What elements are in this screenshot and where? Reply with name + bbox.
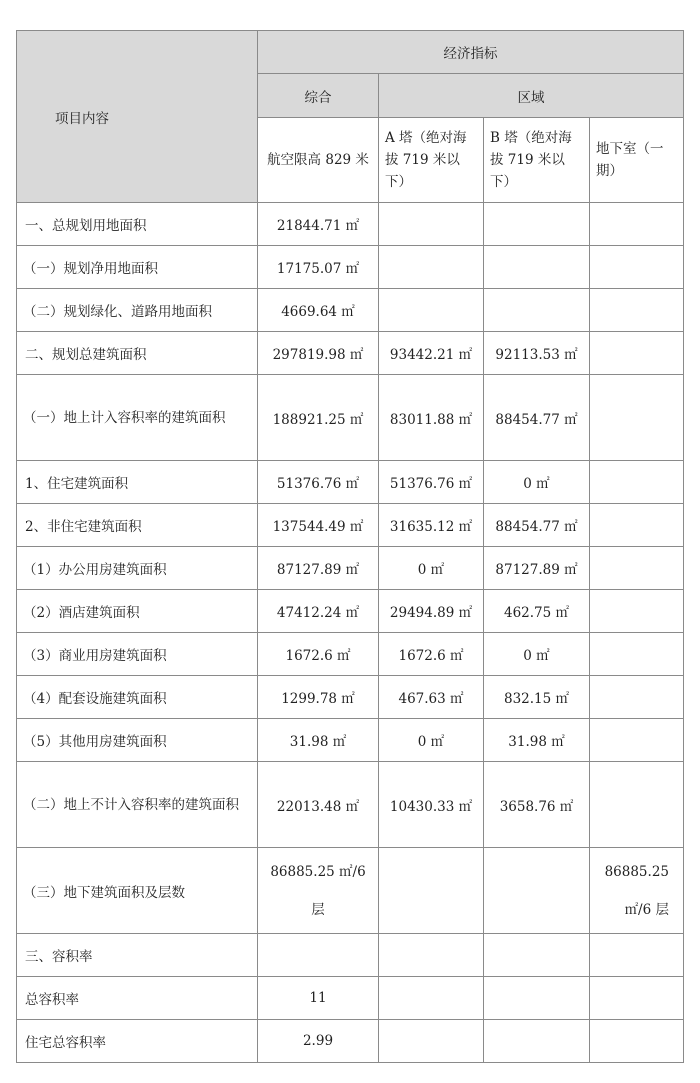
combined-value: 17175.07 ㎡ — [258, 246, 379, 289]
basement-value — [590, 762, 684, 848]
tower-b-value: 92113.53 ㎡ — [484, 332, 590, 375]
tower-a-value: 467.63 ㎡ — [379, 676, 484, 719]
tower-a-value — [379, 203, 484, 246]
tower-b-value — [484, 1020, 590, 1063]
tower-b-value — [484, 848, 590, 934]
table-row — [17, 332, 684, 375]
row-label: （一）规划净用地面积 — [17, 246, 258, 289]
tower-b-value — [484, 977, 590, 1020]
basement-value — [590, 977, 684, 1020]
table-row — [17, 633, 684, 676]
basement-value — [590, 375, 684, 461]
row-label: 1、住宅建筑面积 — [17, 461, 258, 504]
combined-value: 11 — [258, 977, 379, 1020]
tower-a-value: 0 ㎡ — [379, 719, 484, 762]
row-label: 三、容积率 — [17, 934, 258, 977]
tower-b-value: 462.75 ㎡ — [484, 590, 590, 633]
basement-value — [590, 719, 684, 762]
table-row — [17, 547, 684, 590]
row-label: 总容积率 — [17, 977, 258, 1020]
tower-a-value — [379, 289, 484, 332]
tower-a-value: 31635.12 ㎡ — [379, 504, 484, 547]
tower-b-value — [484, 289, 590, 332]
tower-a-value — [379, 977, 484, 1020]
tower-a-value — [379, 246, 484, 289]
table-row — [17, 375, 684, 461]
row-label: （三）地下建筑面积及层数 — [17, 848, 258, 934]
combined-value: 51376.76 ㎡ — [258, 461, 379, 504]
econ-indicator-header: 经济指标 — [258, 31, 684, 74]
basement-value — [590, 332, 684, 375]
row-label: 一、总规划用地面积 — [17, 203, 258, 246]
tower-b-value: 832.15 ㎡ — [484, 676, 590, 719]
table-row — [17, 1020, 684, 1063]
tower-b-header: B 塔（绝对海拔 719 米以下） — [484, 118, 590, 203]
tower-b-value: 88454.77 ㎡ — [484, 375, 590, 461]
item-content-header: 项目内容 — [17, 31, 258, 203]
table-row — [17, 246, 684, 289]
economic-indicators-table — [16, 30, 684, 1063]
combined-value: 297819.98 ㎡ — [258, 332, 379, 375]
table-row — [17, 848, 684, 934]
row-label: （二）规划绿化、道路用地面积 — [17, 289, 258, 332]
table-row — [17, 504, 684, 547]
basement-value — [590, 676, 684, 719]
row-label: 2、非住宅建筑面积 — [17, 504, 258, 547]
tower-b-value: 0 ㎡ — [484, 461, 590, 504]
basement-value — [590, 934, 684, 977]
tower-a-value — [379, 934, 484, 977]
basement-value — [590, 246, 684, 289]
combined-value — [258, 934, 379, 977]
table-row — [17, 977, 684, 1020]
table-row — [17, 461, 684, 504]
combined-value: 137544.49 ㎡ — [258, 504, 379, 547]
basement-value — [590, 289, 684, 332]
tower-a-value: 29494.89 ㎡ — [379, 590, 484, 633]
combined-value: 31.98 ㎡ — [258, 719, 379, 762]
combined-value: 86885.25 ㎡/6 层 — [258, 848, 379, 934]
table-row — [17, 719, 684, 762]
row-label: （2）酒店建筑面积 — [17, 590, 258, 633]
table-row — [17, 934, 684, 977]
basement-value — [590, 633, 684, 676]
tower-a-value: 51376.76 ㎡ — [379, 461, 484, 504]
row-label: 二、规划总建筑面积 — [17, 332, 258, 375]
tower-b-value — [484, 246, 590, 289]
row-label: （1）办公用房建筑面积 — [17, 547, 258, 590]
basement-value — [590, 590, 684, 633]
row-label: （3）商业用房建筑面积 — [17, 633, 258, 676]
combined-value: 47412.24 ㎡ — [258, 590, 379, 633]
tower-a-value — [379, 848, 484, 934]
tower-a-value: 1672.6 ㎡ — [379, 633, 484, 676]
tower-a-header: A 塔（绝对海拔 719 米以下） — [379, 118, 484, 203]
tower-b-value: 88454.77 ㎡ — [484, 504, 590, 547]
combined-value: 1299.78 ㎡ — [258, 676, 379, 719]
tower-a-value: 93442.21 ㎡ — [379, 332, 484, 375]
basement-value — [590, 461, 684, 504]
tower-a-value: 10430.33 ㎡ — [379, 762, 484, 848]
tower-b-value — [484, 203, 590, 246]
basement-header: 地下室（一期） — [590, 118, 684, 203]
row-label: 住宅总容积率 — [17, 1020, 258, 1063]
combined-value: 1672.6 ㎡ — [258, 633, 379, 676]
tower-a-value: 83011.88 ㎡ — [379, 375, 484, 461]
tower-b-value — [484, 934, 590, 977]
table-row — [17, 203, 684, 246]
table-row — [17, 289, 684, 332]
row-label: （二）地上不计入容积率的建筑面积 — [17, 762, 258, 848]
combined-header: 综合 — [258, 74, 379, 118]
row-label: （4）配套设施建筑面积 — [17, 676, 258, 719]
basement-value — [590, 504, 684, 547]
row-label: （5）其他用房建筑面积 — [17, 719, 258, 762]
combined-value: 2.99 — [258, 1020, 379, 1063]
tower-a-value: 0 ㎡ — [379, 547, 484, 590]
combined-value: 188921.25 ㎡ — [258, 375, 379, 461]
tower-b-value: 31.98 ㎡ — [484, 719, 590, 762]
table-row — [17, 762, 684, 848]
region-header: 区域 — [379, 74, 684, 118]
tower-b-value: 87127.89 ㎡ — [484, 547, 590, 590]
tower-b-value: 0 ㎡ — [484, 633, 590, 676]
combined-value: 4669.64 ㎡ — [258, 289, 379, 332]
row-label: （一）地上计入容积率的建筑面积 — [17, 375, 258, 461]
combined-value: 87127.89 ㎡ — [258, 547, 379, 590]
aviation-limit-header: 航空限高 829 米 — [258, 118, 379, 203]
basement-value: 86885.25 ㎡/6 层 — [590, 848, 684, 934]
basement-value — [590, 203, 684, 246]
tower-a-value — [379, 1020, 484, 1063]
combined-value: 21844.71 ㎡ — [258, 203, 379, 246]
combined-value: 22013.48 ㎡ — [258, 762, 379, 848]
basement-value — [590, 547, 684, 590]
table-row — [17, 676, 684, 719]
basement-value — [590, 1020, 684, 1063]
tower-b-value: 3658.76 ㎡ — [484, 762, 590, 848]
table-row — [17, 590, 684, 633]
